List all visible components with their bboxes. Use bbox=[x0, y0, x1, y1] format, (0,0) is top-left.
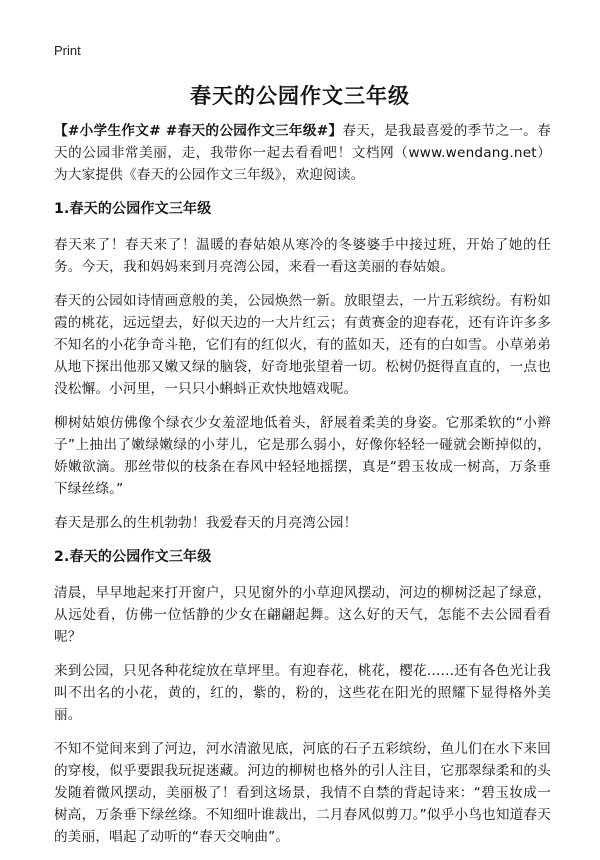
intro-paragraph bbox=[54, 120, 551, 186]
page-title: 春天的公园作文三年级 bbox=[190, 84, 410, 108]
print-label[interactable]: Print bbox=[54, 43, 81, 58]
intro-tag: 【#小学生作文# #春天的公园作文三年级#】 bbox=[54, 123, 343, 139]
article-paragraph: 清晨，早早地起来打开窗户，只见窗外的小草迎风摆动，河边的柳树泛起了绿意，从远处看，仿佛一位恬静的少女在翩翩起舞。这么好的天气，怎能不去公园看看呢？ bbox=[54, 585, 551, 645]
article-body bbox=[54, 120, 551, 860]
article-paragraph: 春天是那么的生机勃勃！我爱春天的月亮湾公园！ bbox=[54, 515, 358, 531]
intro-text: 春天，是我最喜爱的季节之一。春天的公园非常美丽，走，我带你一起去看看吧！文档网（www.wendang.net）为大家提供《春天的公园作文三年级》，欢迎阅读。 bbox=[54, 123, 551, 183]
article-paragraph: 柳树姑娘仿佛像个绿衣少女羞涩地低着头，舒展着柔美的身姿。它那柔软的“小辫子”上抽出了嫩绿嫩绿的小芽儿，它是那么弱小，好像你轻轻一碰就会断掉似的，娇嫩欲滴。那丝带似的枝条在春风中轻轻地摇摆，真是“碧玉妆成一树高，万条垂下绿丝绦。” bbox=[54, 415, 551, 497]
article-paragraph: 春天的公园如诗情画意般的美，公园焕然一新。放眼望去，一片五彩缤纷。有粉如霞的桃花，远远望去，好似天边的一大片红云；有黄赛金的迎春花，还有许许多多不知名的小花争奇斗艳，它们有的红似火，有的蓝如天，还有的白如雪。小草弟弟从地下探出他那又嫩又绿的脑袋，好奇地张望着一切。松树仍挺得直直的，一点也没松懈。小河里，一只只小蝌蚪正欢快地嬉戏呢。 bbox=[54, 293, 551, 397]
section-heading: 2.春天的公园作文三年级 bbox=[54, 549, 212, 565]
article-paragraph: 不知不觉间来到了河边，河水清澈见底，河底的石子五彩缤纷，鱼儿们在水下来回的穿梭，似乎要跟我玩捉迷藏。河边的柳树也格外的引人注目，它那翠绿柔和的头发随着微风摆动，美丽极了！看到这场景，我情不自禁的背起诗来：“碧玉妆成一树高，万条垂下绿丝绦。不知细叶谁裁出，二月春风似剪刀。”似乎小鸟也知道春天的美丽，唱起了动听的“春天交响曲”。 bbox=[54, 741, 552, 845]
article-paragraph: 来到公园，只见各种花绽放在草坪里。有迎春花，桃花，樱花……还有各色光让我叫不出名的小花，黄的，红的，紫的，粉的，这些花在阳光的照耀下显得格外美丽。 bbox=[54, 663, 551, 723]
section-heading: 1.春天的公园作文三年级 bbox=[54, 201, 212, 217]
article-paragraph: 春天来了！春天来了！温暖的春姑娘从寒冷的冬婆婆手中接过班，开始了她的任务。今天，我和妈妈来到月亮湾公园，来看一看这美丽的春姑娘。 bbox=[54, 237, 551, 275]
